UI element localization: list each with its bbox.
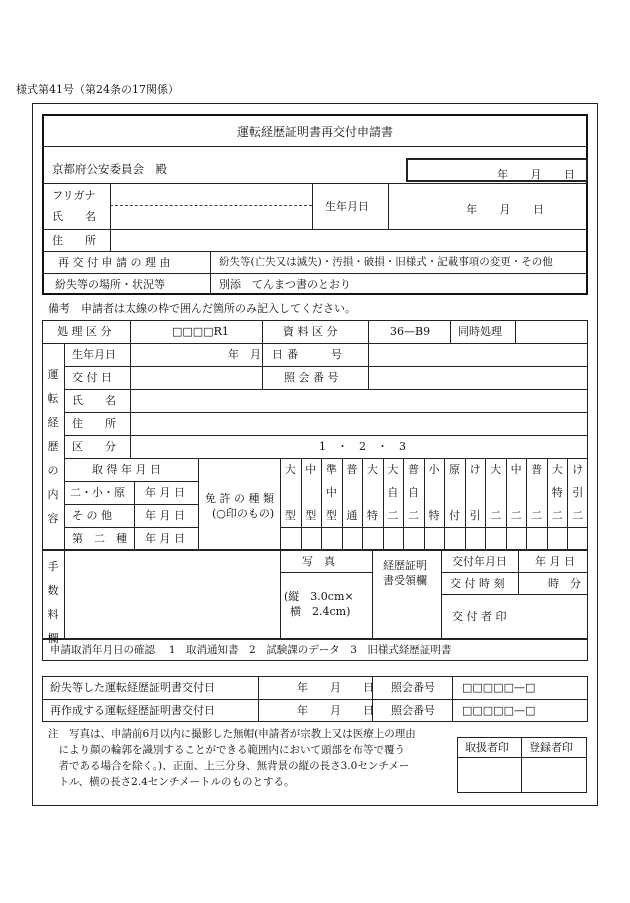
lost-issue-label: 紛失等した運転経歴証明書交付日 — [50, 681, 215, 694]
issuer-label: 交 付 者 印 — [452, 610, 507, 623]
reason-options[interactable]: 紛失等(亡失又は滅失)・汚損・破損・旧様式・記載事項の変更・その他 — [219, 256, 553, 268]
license-type-char: 引 — [469, 509, 481, 522]
furigana-label: フリガナ — [52, 189, 96, 202]
license-type-char: 型 — [325, 509, 337, 522]
location-label: 紛失等の場所・状況等 — [55, 278, 165, 291]
photo-label: 写 真 — [302, 555, 335, 568]
lost-ref-value: □□□□□—□ — [462, 681, 536, 694]
license-type-char: 大 — [551, 463, 563, 476]
furigana-field[interactable] — [112, 185, 310, 204]
license-type-char: 型 — [305, 509, 317, 522]
license-type-char: 二 — [531, 509, 543, 522]
category-value: 1 ・ 2 ・ 3 — [319, 440, 406, 453]
date-units: 年 月 日 — [497, 168, 575, 181]
license-type-char: 特 — [366, 509, 378, 522]
cancel-confirm: 申請取消年月日の確認 1 取消通知書 2 試験課のデータ 3 旧様式経歴証明書 — [50, 644, 452, 656]
office-birth-label: 生年月日 — [72, 348, 116, 361]
location-text[interactable]: 別添 てんまつ書のとおり — [219, 278, 351, 291]
handler-stamp-label: 取扱者印 — [465, 741, 509, 754]
name-field[interactable] — [112, 207, 310, 228]
license-type-char: 二 — [387, 509, 399, 522]
remade-issue-ymd: 年 月 日 — [297, 704, 374, 717]
acquired-ymd-3: 年 月 日 — [145, 532, 185, 545]
license-type-char: 大 — [366, 463, 378, 476]
reason-label: 再 交 付 申 請 の 理 由 — [58, 256, 171, 269]
simultaneous-label: 同時処理 — [458, 325, 502, 338]
name-label: 氏 名 — [52, 210, 96, 223]
office-name-label: 氏 名 — [72, 394, 116, 407]
processing-label: 処 理 区 分 — [57, 325, 112, 338]
reference-label: 照 会 番 号 — [284, 371, 339, 384]
fee-vertical-label: 手 数 料 欄 — [47, 560, 59, 645]
acquired-row-3: 第 二 種 — [72, 532, 127, 545]
license-type-char: 自 — [407, 486, 419, 499]
license-type-char: 準 — [325, 463, 337, 476]
license-type-char: 付 — [449, 509, 461, 522]
license-type-char: 大 — [387, 463, 399, 476]
license-type-char: 二 — [407, 509, 419, 522]
remade-ref-value: □□□□□—□ — [462, 704, 536, 717]
photo-size-2: 横 2.4cm) — [290, 605, 351, 618]
form-number: 様式第41号（第24条の17関係） — [16, 83, 179, 96]
license-type-char: 自 — [387, 486, 399, 499]
license-type-char: 二 — [551, 509, 563, 522]
remade-ref-label: 照会番号 — [391, 704, 435, 717]
note: 備考 申請者は太線の枠で囲んだ箇所のみ記入してください。 — [48, 302, 356, 315]
remade-issue-label: 再作成する運転経歴証明書交付日 — [50, 704, 215, 717]
license-type-char: 普 — [531, 463, 543, 476]
acquired-label: 取 得 年 月 日 — [92, 463, 161, 476]
issue-date-label: 交付年月日 — [452, 555, 507, 568]
license-type-char: 型 — [284, 509, 296, 522]
acquired-row-1: 二・小・原 — [70, 486, 125, 499]
lost-issue-ymd: 年 月 日 — [297, 681, 374, 694]
license-type-char: 中 — [305, 463, 317, 476]
acquired-row-2: そ の 他 — [72, 509, 112, 522]
receipt-label-2: 書受領欄 — [383, 574, 427, 587]
license-type-char: 原 — [449, 463, 461, 476]
birth-units[interactable]: 年 月 日 — [466, 203, 544, 216]
license-type-char: 大 — [490, 463, 502, 476]
license-type-char: 普 — [346, 463, 358, 476]
form-title: 運転経歴証明書再交付申請書 — [236, 125, 393, 139]
issue-time-units: 時 分 — [548, 577, 581, 590]
addressee: 京都府公安委員会 殿 — [52, 162, 167, 176]
license-type-char: 中 — [510, 463, 522, 476]
material-value: 36—B9 — [390, 325, 431, 338]
license-type-char: 二 — [510, 509, 522, 522]
number-label: 番 号 — [287, 348, 342, 361]
registrar-stamp-label: 登録者印 — [529, 741, 573, 754]
license-type-char: 二 — [490, 509, 502, 522]
category-label: 区 分 — [72, 440, 116, 453]
license-type-char: け — [469, 463, 481, 476]
office-address-label: 住 所 — [72, 417, 116, 430]
license-type-char: け — [572, 463, 584, 476]
address-label: 住 所 — [52, 234, 96, 247]
footnote-line-2: により顔の輪郭を識別することができる範囲内において頭部を布等で覆う — [48, 744, 405, 756]
license-type-char: 大 — [284, 463, 296, 476]
license-type-label: 免 許 の 種 類 — [205, 492, 274, 505]
license-type-char: 小 — [428, 463, 440, 476]
license-type-char: 二 — [572, 509, 584, 522]
license-type-char: 通 — [346, 509, 358, 522]
lost-ref-label: 照会番号 — [391, 681, 435, 694]
office-birth-units: 年 月 日 — [228, 348, 283, 361]
birth-label: 生年月日 — [325, 200, 369, 213]
issue-label: 交 付 日 — [72, 371, 112, 384]
photo-size-1: (縦 3.0cm× — [284, 590, 354, 603]
issue-time-label: 交 付 時 刻 — [450, 577, 505, 590]
processing-value: □□□□R1 — [172, 325, 229, 338]
footnote-line-1: 注 写真は、申請前6月以内に撮影した無帽(申請者が宗教上又は医療上の理由 — [48, 728, 416, 740]
license-type-char: 普 — [407, 463, 419, 476]
license-type-char: 中 — [325, 486, 337, 499]
acquired-ymd-2: 年 月 日 — [145, 509, 185, 522]
license-type-char: 特 — [428, 509, 440, 522]
footnote-line-3: 者である場合を除く。)、正面、上三分身、無背景の縦の長さ3.0センチメー — [48, 760, 410, 772]
address-field[interactable] — [112, 231, 586, 250]
license-type-char: 特 — [551, 486, 563, 499]
license-type-char: 引 — [572, 486, 584, 499]
history-vertical-label: 運 転 経 歴 の 内 容 — [47, 368, 59, 525]
issue-date-units: 年 月 日 — [535, 555, 575, 568]
license-type-note: (○印のもの) — [212, 507, 275, 520]
acquired-ymd-1: 年 月 日 — [145, 486, 185, 499]
material-label: 資 料 区 分 — [283, 325, 338, 338]
footnote-line-4: トル、横の長さ2.4センチメートルのものとする。 — [48, 776, 295, 788]
receipt-label-1: 経歴証明 — [383, 559, 427, 572]
